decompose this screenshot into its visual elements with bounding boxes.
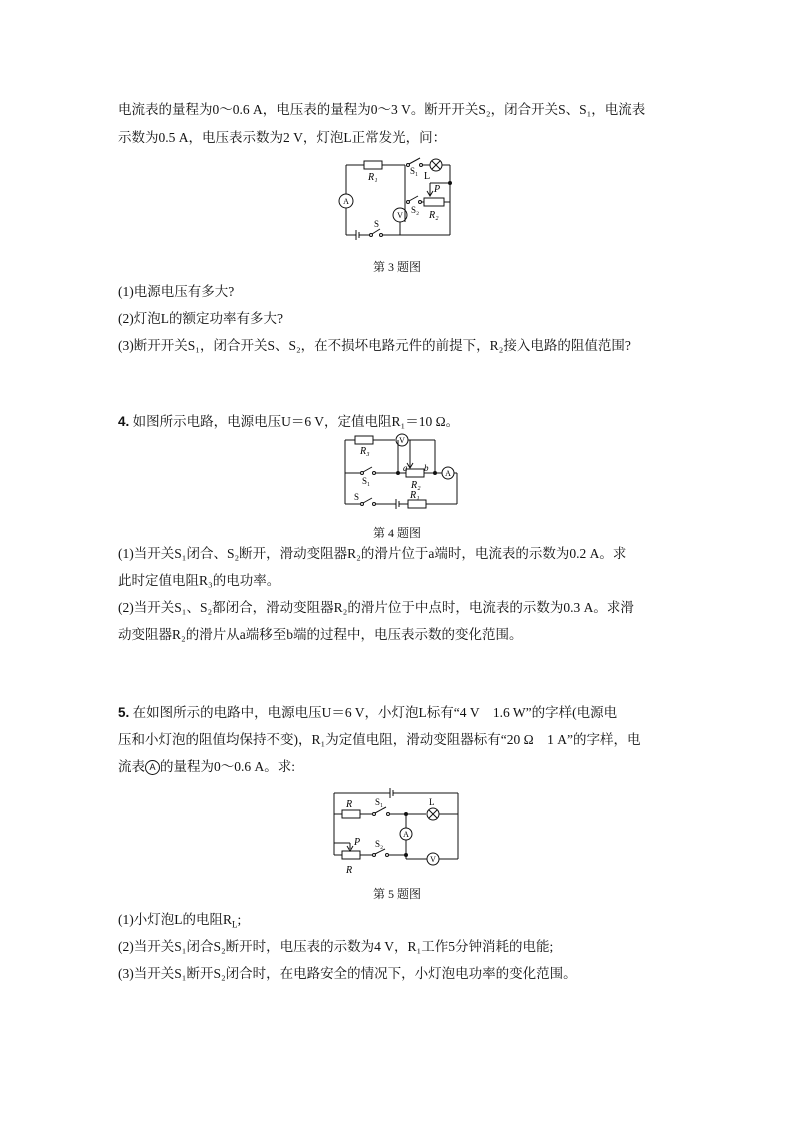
q5-sub2: (2)当开关S₁闭合S₂断开时，电压表的示数为4 V，R₁工作5分钟消耗的电能; xyxy=(118,939,554,954)
q3-voltmeter-label: V xyxy=(397,211,403,220)
q5-label-lamp: L xyxy=(429,797,435,807)
q3-text-line1: 电流表的量程为0～0.6 A，电压表的量程为0～3 V。断开开关S₂，闭合开关S、S₁，电流表 xyxy=(118,102,646,117)
q4-sub2-line1: (2)当开关S₁、S₂都闭合，滑动变阻器R₂的滑片位于中点时，电流表的示数为0.3 A。求滑 xyxy=(118,600,634,615)
q4-label-s: S xyxy=(354,492,360,502)
q5-text-line3 xyxy=(118,757,295,777)
q5-label-s2: S₂ xyxy=(375,839,384,849)
q4-label-b-end: b xyxy=(424,463,429,473)
q5-sub1-subscript: L xyxy=(232,919,238,930)
q5-label-s1: S₁ xyxy=(375,797,384,807)
q4-label-s1: S₁ xyxy=(362,476,371,486)
q3-sub3: (3)断开开关S₁，闭合开关S、S₂，在不损坏电路元件的前提下，R₂接入电路的阻值范围? xyxy=(118,338,631,353)
q3-label-p: P xyxy=(434,184,441,195)
q5-circuit-diagram xyxy=(328,787,464,875)
ammeter-inline-icon: A xyxy=(145,760,160,775)
q5-label-p: P xyxy=(354,837,361,848)
q4-number: 4. xyxy=(118,414,130,429)
q5-stem-line3a: 流表 xyxy=(118,759,145,774)
q5-figure-caption: 第 5 题图 xyxy=(372,887,421,901)
q4-text-line1 xyxy=(118,412,459,432)
q3-ammeter-label: A xyxy=(343,197,349,206)
q3-label-s: S xyxy=(374,219,380,229)
q5-label-r-bottom: R xyxy=(346,865,353,875)
q4-voltmeter-label: V xyxy=(399,436,405,445)
q5-voltmeter-label: V xyxy=(430,855,436,864)
q3-label-s1: S₁ xyxy=(410,166,419,176)
q5-stem-line1: 在如图所示的电路中，电源电压U＝6 V，小灯泡L标有“4 V 1.6 W”的字样(电源电 xyxy=(132,705,618,720)
q5-label-r-top: R xyxy=(346,799,353,810)
q4-stem: 如图所示电路，电源电压U＝6 V，定值电阻R₁＝10 Ω。 xyxy=(132,414,460,429)
q4-label-r1: R₁ xyxy=(410,490,420,501)
q4-label-a-end: a xyxy=(403,463,408,473)
q4-circuit-diagram xyxy=(340,432,462,514)
q3-text-line2: 示数为0.5 A，电压表示数为2 V，灯泡L正常发光，问： xyxy=(118,130,447,145)
q5-text-line1 xyxy=(118,703,617,723)
q5-sub1-text: (1)小灯泡L的电阻R xyxy=(118,912,232,927)
q4-label-r3: R₃ xyxy=(360,446,370,457)
q3-label-r2: R₂ xyxy=(429,210,439,221)
q5-stem-line3b: 的量程为0～0.6 A。求: xyxy=(160,759,295,774)
q3-figure-caption: 第 3 题图 xyxy=(372,260,421,274)
q3-sub2: (2)灯泡L的额定功率有多大? xyxy=(118,311,283,326)
q4-sub2-line2: 动变阻器R₂的滑片从a端移至b端的过程中，电压表示数的变化范围。 xyxy=(118,627,523,642)
q4-figure-caption: 第 4 题图 xyxy=(372,526,421,540)
q5-ammeter-label: A xyxy=(403,830,409,839)
q5-sub1 xyxy=(118,910,241,935)
q4-sub1-line1: (1)当开关S₁闭合、S₂断开，滑动变阻器R₂的滑片位于a端时，电流表的示数为0.2 A。求 xyxy=(118,546,627,561)
q3-circuit-diagram xyxy=(330,150,465,245)
q5-sub3: (3)当开关S₁断开S₂闭合时，在电路安全的情况下，小灯泡电功率的变化范围。 xyxy=(118,966,577,981)
q5-number: 5. xyxy=(118,705,130,720)
q4-label-r2: R₂ xyxy=(411,480,421,491)
q5-text-line2: 压和小灯泡的阻值均保持不变)，R₁为定值电阻，滑动变阻器标有“20 Ω 1 A”的字样，电 xyxy=(118,732,641,747)
q5-sub1-end: ; xyxy=(237,912,242,927)
q3-sub1: (1)电源电压有多大? xyxy=(118,284,235,299)
q3-label-r1: R₁ xyxy=(368,172,378,183)
q4-ammeter-label: A xyxy=(445,469,451,478)
q3-label-s2: S₂ xyxy=(411,205,420,215)
q4-sub1-line2: 此时定值电阻R₃的电功率。 xyxy=(118,573,281,588)
q3-label-lamp: L xyxy=(424,171,431,182)
